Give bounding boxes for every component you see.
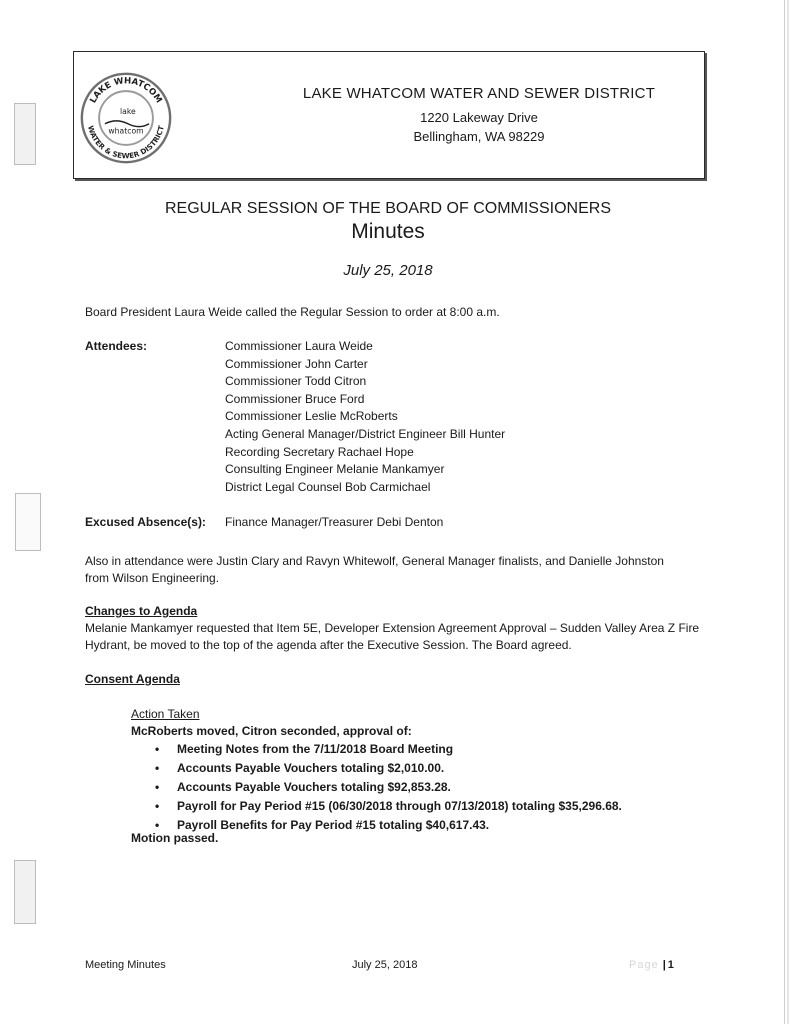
attendee-item: Commissioner Bruce Ford [225, 391, 365, 406]
address-street: 1220 Lakeway Drive [420, 110, 538, 125]
consent-item-text: Accounts Payable Vouchers totaling $92,853.28. [177, 780, 451, 794]
document-title: Minutes [351, 220, 425, 243]
footer-page-word: Page [629, 959, 659, 971]
motion-text: McRoberts moved, Citron seconded, approval of: [131, 724, 412, 738]
logo-ring-bottom-text: WATER & SEWER DISTRICT [86, 124, 166, 161]
footer-date: July 25, 2018 [352, 959, 418, 971]
bullet-icon: • [155, 761, 160, 775]
attendee-item: Commissioner John Carter [225, 356, 368, 371]
page-edge-shadow [787, 0, 789, 1024]
consent-item-text: Accounts Payable Vouchers totaling $2,010.00. [177, 761, 445, 775]
consent-item [155, 740, 622, 759]
address-city: Bellingham, WA 98229 [413, 129, 545, 144]
consent-item [155, 778, 622, 797]
org-address-block [264, 85, 694, 146]
letterhead-box [73, 51, 705, 179]
bullet-icon: • [155, 818, 160, 832]
bullet-icon: • [155, 799, 160, 813]
footer-page-num: 1 [667, 959, 674, 971]
org-name: LAKE WHATCOM WATER AND SEWER DISTRICT [302, 85, 656, 102]
attendee-item: District Legal Counsel Bob Carmichael [225, 479, 431, 494]
consent-item [155, 759, 622, 778]
footer-page-number [629, 959, 674, 971]
logo-inner-ring [99, 91, 153, 145]
action-taken-heading: Action Taken [131, 707, 200, 721]
consent-items-list [155, 740, 622, 835]
bullet-icon: • [155, 742, 160, 756]
attendees-list [225, 338, 505, 496]
logo-outer-ring [82, 74, 170, 162]
attendee-item: Commissioner Laura Weide [225, 339, 373, 353]
motion-result: Motion passed. [131, 831, 219, 845]
consent-item [155, 797, 622, 816]
binder-tab-top [14, 103, 36, 165]
changes-to-agenda-heading: Changes to Agenda [85, 604, 198, 618]
attendee-item: Commissioner Todd Citron [225, 374, 367, 389]
page-edge-line [784, 0, 785, 1024]
bullet-icon: • [155, 780, 160, 794]
session-title: REGULAR SESSION OF THE BOARD OF COMMISSIONERS [165, 200, 611, 217]
changes-to-agenda-text: Melanie Mankamyer requested that Item 5E, Developer Extension Agreement Approval – Sudden Valley Area Z Fire Hydrant, be moved to the top of the agenda after the Executive Session. The Board agreed. [85, 621, 700, 652]
logo-center-top-text: lake [120, 107, 136, 117]
binder-tab-bottom [14, 860, 36, 924]
logo-ring-top-text: LAKE WHATCOM [88, 76, 164, 106]
also-attending-text: Also in attendance were Justin Clary and Ravyn Whitewolf, General Manager finalists, and Danielle Johnston from Wilson Engineering. [85, 554, 664, 585]
footer-separator: | [662, 959, 666, 971]
district-logo [78, 70, 174, 166]
consent-item-text: Payroll Benefits for Pay Period #15 totaling $40,617.43. [177, 818, 490, 832]
logo-center-bottom-text: whatcom [108, 126, 144, 136]
excused-absence-value: Finance Manager/Treasurer Debi Denton [225, 515, 444, 529]
consent-item-text: Payroll for Pay Period #15 (06/30/2018 through 07/13/2018) totaling $35,296.68. [177, 799, 622, 813]
attendee-item: Acting General Manager/District Engineer Bill Hunter [225, 426, 506, 441]
consent-item [155, 816, 622, 835]
attendees-label: Attendees: [85, 339, 148, 353]
attendee-item: Consulting Engineer Melanie Mankamyer [225, 462, 445, 477]
attendee-item: Recording Secretary Rachael Hope [225, 444, 414, 459]
footer-doc-name: Meeting Minutes [85, 959, 166, 971]
attendee-item: Commissioner Leslie McRoberts [225, 409, 398, 424]
consent-agenda-heading: Consent Agenda [85, 672, 180, 686]
call-to-order-text: Board President Laura Weide called the Regular Session to order at 8:00 a.m. [85, 305, 500, 319]
binder-tab-middle [15, 493, 41, 551]
meeting-date: July 25, 2018 [343, 262, 433, 279]
consent-item-text: Meeting Notes from the 7/11/2018 Board Meeting [177, 742, 454, 756]
excused-absence-label: Excused Absence(s): [85, 515, 206, 529]
